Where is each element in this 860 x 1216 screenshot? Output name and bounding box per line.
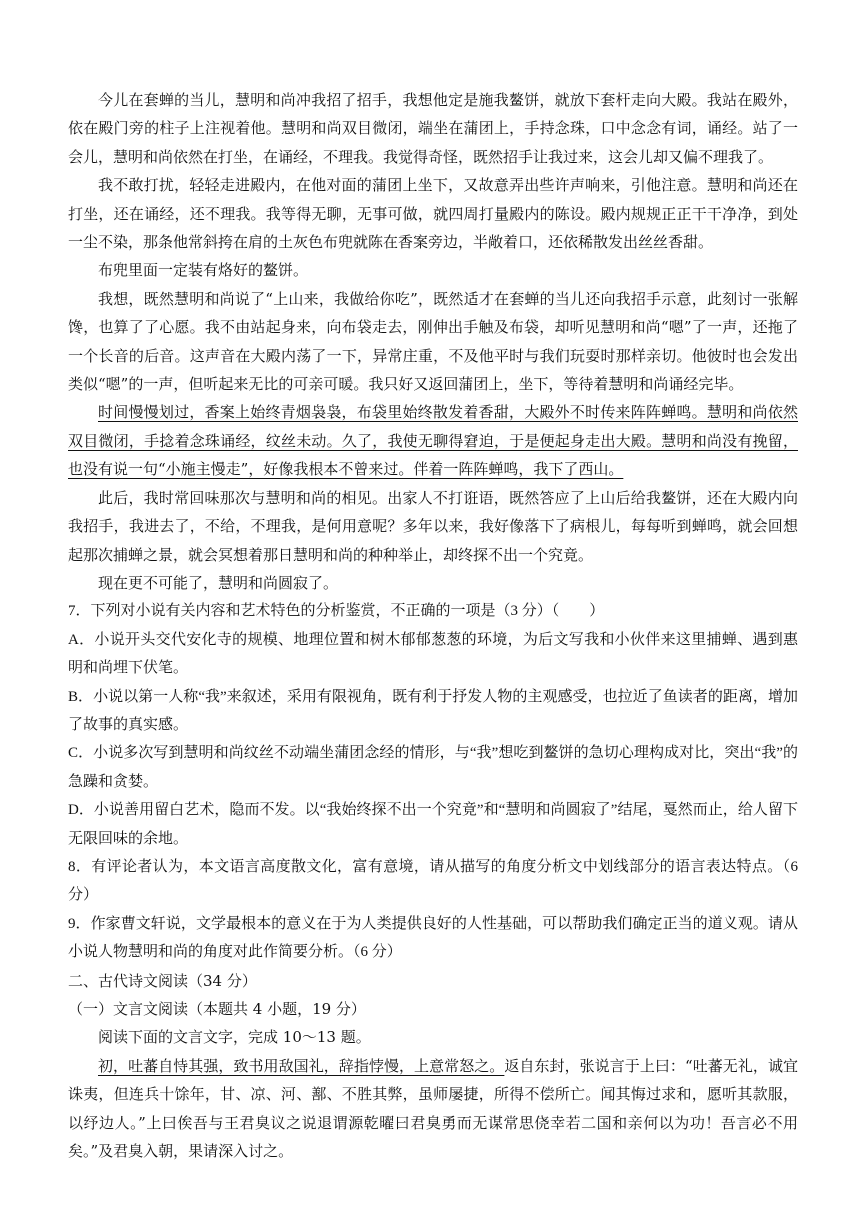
question-7: 7．下列对小说有关内容和艺术特色的分析鉴赏，不正确的一项是（3 分）（ ）	[68, 603, 605, 620]
classical-underlined: 初，吐蕃自恃其强，致书用敌国礼，辞指悖慢，上意常怒之。	[98, 1056, 505, 1075]
story-paragraph-3: 布兜里面一定装有烙好的鳌饼。	[98, 261, 309, 280]
story-paragraph-7: 现在更不可能了，慧明和尚圆寂了。	[98, 573, 339, 592]
classical-passage	[68, 1052, 798, 1166]
story-paragraph-6: 此后，我时常回味那次与慧明和尚的相见。出家人不打诳语，既然答应了上山后给我鳌饼，还在大殿内向我招手，我进去了，不给，不理我，是何用意呢？多年以来，我好像落下了病根儿，每每听到蝉鸣，就会回想起那次捕蝉之景，就会冥想着那日慧明和尚的种种举止，却终探不出一个究竟。	[68, 488, 798, 564]
story-paragraph-4: 我想，既然慧明和尚说了“上山来，我做给你吃”，既然适才在套蝉的当儿还向我招手示意，此刻讨一张解馋，也算了了心愿。我不由站起身来，向布袋走去，刚伸出手触及布袋，却听见慧明和尚“嗯”了一声，还拖了一个长音的后音。这声音在大殿内荡了一下，异常庄重，不及他平时与我们玩耍时那样亲切。他彼时也会发出类似“嗯”的一声，但听起来无比的可亲可暖。我只好又返回蒲团上，坐下，等待着慧明和尚诵经完毕。	[68, 289, 798, 394]
story-paragraph-2: 我不敢打扰，轻轻走进殿内，在他对面的蒲团上坐下，又故意弄出些许声响来，引他注意。慧明和尚还在打坐，还在诵经，还不理我。我等得无聊，无事可做，就四周打量殿内的陈设。殿内规规正正干干净净，到处一尘不染，那条他常斜挎在肩的土灰色布兜就陈在香案旁边，半敞着口，还依稀散发出丝丝香甜。	[68, 176, 798, 252]
story-paragraph-5-underlined	[68, 398, 798, 483]
question-8: 8．有评论者认为，本文语言高度散文化，富有意境，请从描写的角度分析文中划线部分的语言表达特点。（6 分）	[68, 858, 798, 904]
question-9: 9．作家曹文轩说，文学最根本的意义在于为人类提供良好的人性基础，可以帮助我们确定正当的道义观。请从小说人物慧明和尚的角度对此作简要分析。（6 分）	[68, 915, 798, 961]
question-7-option-c: C．小说多次写到慧明和尚纹丝不动端坐蒲团念经的情形，与“我”想吃到鳌饼的急切心理构成对比，突出“我”的急躁和贪婪。	[68, 745, 798, 790]
question-7-option-a: A．小说开头交代安化寺的规模、地理位置和树木郁郁葱葱的环境，为后文写我和小伙伴来这里捕蝉、遇到惠明和尚埋下伏笔。	[68, 631, 798, 677]
question-7-option-b: B．小说以第一人称“我”来叙述，采用有限视角，既有利于抒发人物的主观感受，也拉近了鱼读者的距离，增加了故事的真实感。	[68, 688, 798, 733]
exam-page	[68, 86, 798, 1165]
underlined-passage: 时间慢慢划过，香案上始终青烟袅袅，布袋里始终散发着香甜，大殿外不时传来阵阵蝉鸣。慧明和尚依然双目微闭，手捻着念珠诵经，纹丝未动。久了，我使无聊得窘迫，于是便起身走出大殿。慧明和尚没有挽留，也没有说一句“小施主慢走”，好像我根本不曾来过。伴着一阵阵蝉鸣，我下了西山。	[68, 403, 798, 479]
classical-rest: 返自东封，张说言于上曰：“吐蕃无礼，诚宜诛夷，但连兵十馀年，甘、凉、河、鄯、不胜其弊，虽师屡捷，所得不偿所亡。闻其悔过求和，愿听其款服，以纾边人。”上曰俟吾与王君臭议之说退谓源乾曜曰君臭勇而无谋常思侥幸若二国和亲何以为功！吾言必不用矣。”及君臭入朝，果请深入讨之。	[68, 1056, 799, 1161]
reading-instruction: 阅读下面的文言文字，完成 10～13 题。	[98, 1028, 371, 1047]
question-7-option-d: D．小说善用留白艺术，隐而不发。以“我始终探不出一个究竟”和“慧明和尚圆寂了”结尾，戛然而止，给人留下无限回味的余地。	[68, 802, 798, 847]
section-heading: 二、古代诗文阅读（34 分）	[68, 971, 257, 990]
story-paragraph-1: 今儿在套蝉的当儿，慧明和尚冲我招了招手，我想他定是施我鳌饼，就放下套杆走向大殿。我站在殿外，依在殿门旁的柱子上注视着他。慧明和尚双目微闭，端坐在蒲团上，手持念珠，口中念念有词，诵经。站了一会儿，慧明和尚依然在打坐，在诵经，不理我。我觉得奇怪，既然招手让我过来，这会儿却又偏不理我了。	[68, 91, 798, 166]
subsection-heading: （一）文言文阅读（本题共 4 小题，19 分）	[68, 1000, 366, 1018]
